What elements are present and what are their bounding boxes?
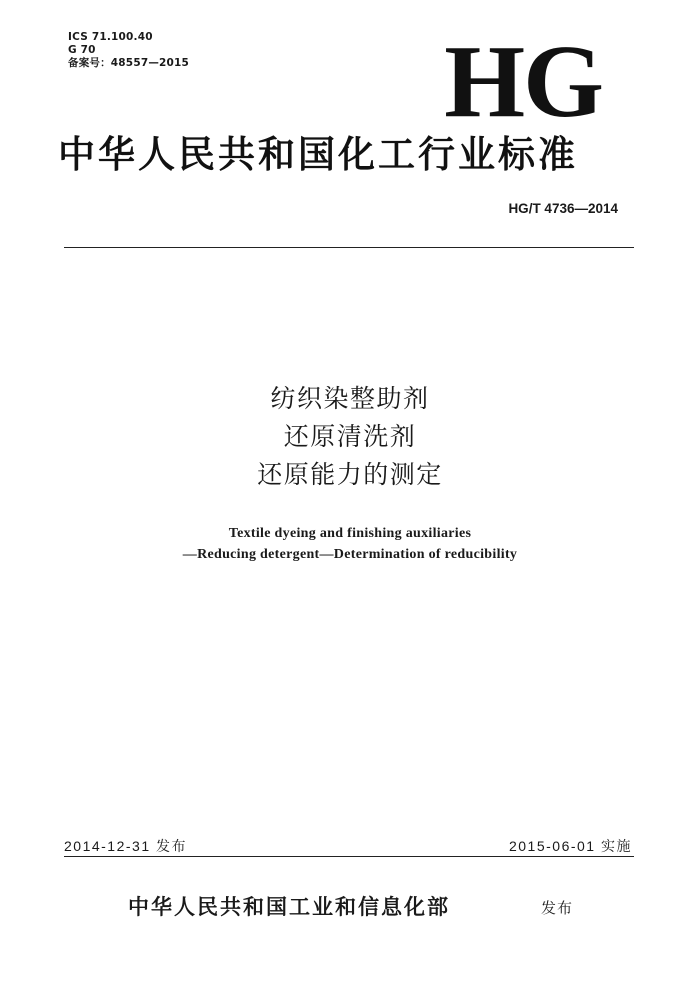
- hg-logo: HG: [444, 24, 602, 139]
- document-title-line-1: 纺织染整助剂: [270, 384, 430, 413]
- bottom-divider: [64, 856, 634, 857]
- standard-category-title: 中华人民共和国化工行业标准: [58, 132, 578, 176]
- record-number: 备案号：48557—2015: [68, 57, 190, 69]
- standard-number: HG/T 4736—2014: [508, 201, 618, 216]
- publisher-name: 中华人民共和国工业和信息化部: [128, 894, 450, 919]
- top-divider: [64, 247, 634, 248]
- issue-date: 2014-12-31 发布: [64, 838, 188, 854]
- document-title-line-2: 还原清洗剂: [283, 422, 417, 451]
- implementation-date: 2015-06-01 实施: [508, 838, 632, 854]
- english-title-line-1: Textile dyeing and finishing auxiliaries: [228, 526, 472, 541]
- ics-code: ICS 71.100.40: [68, 31, 153, 43]
- publish-label: 发布: [541, 899, 574, 917]
- english-title-line-2: —Reducing detergent—Determination of reducibility: [182, 547, 518, 562]
- classification-code: G 70: [68, 44, 96, 56]
- document-title-line-3: 还原能力的测定: [257, 460, 443, 489]
